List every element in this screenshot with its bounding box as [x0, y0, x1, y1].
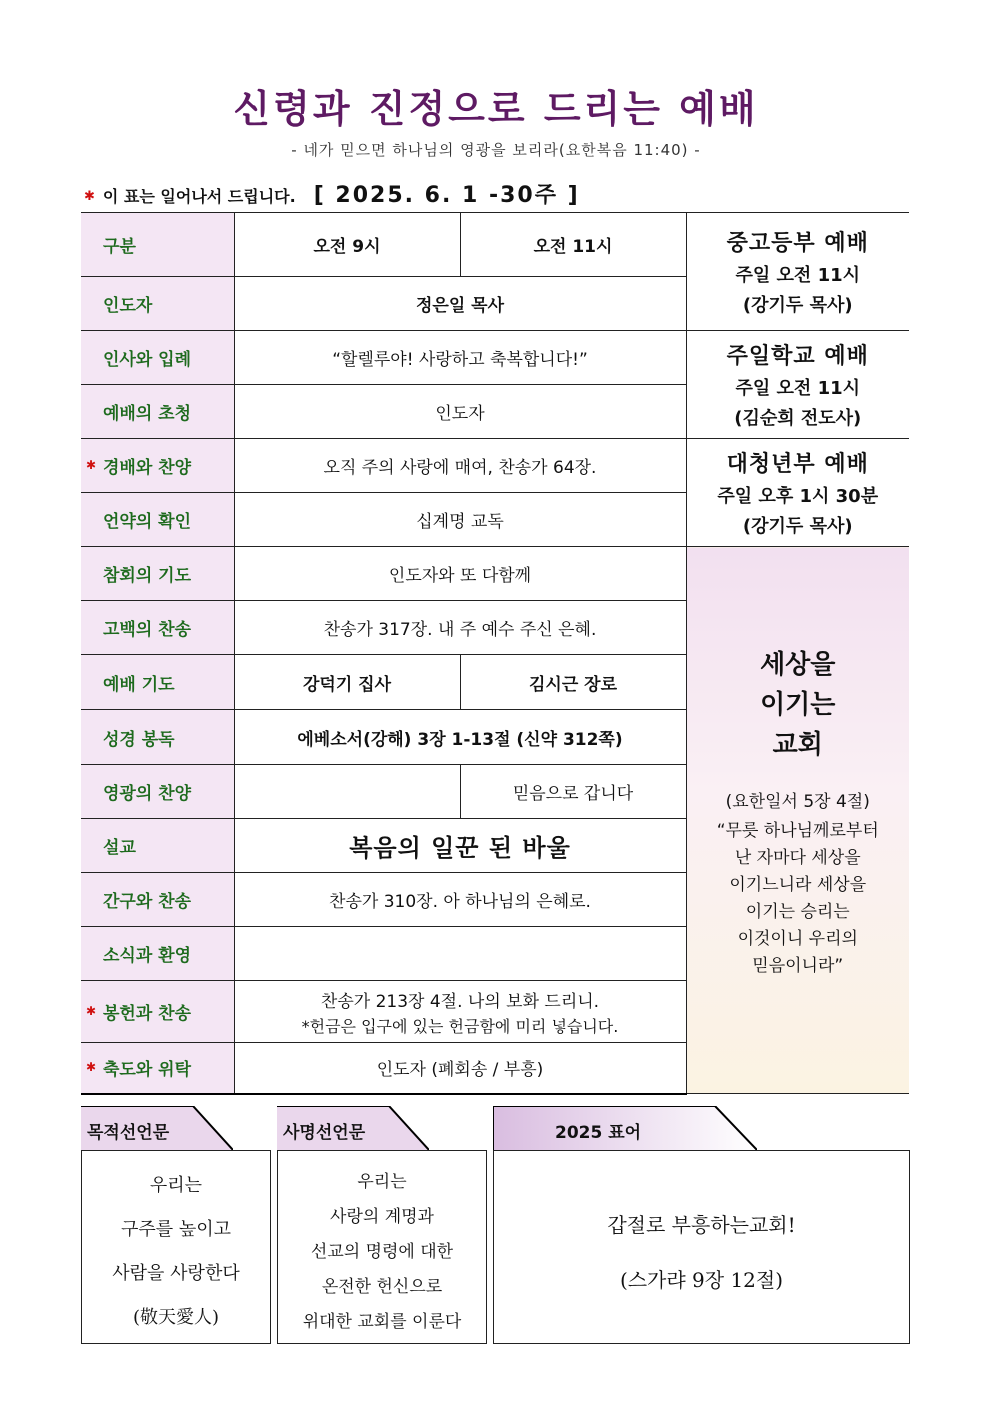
- row-label-hymn: 간구와 찬송: [81, 873, 234, 927]
- row-label-confession: 고백의 찬송: [81, 601, 234, 655]
- prayer-9: 강덕기 집사: [234, 655, 460, 710]
- label-leader: 인도자: [103, 296, 153, 316]
- theme-verse: “무릇 하나님께로부터 난 자마다 세상을 이기느니라 세상을 이기는 승리는 이것이니 우리의 믿음이니라”: [716, 821, 879, 976]
- theme-cell: [686, 547, 909, 1094]
- label-sermon: 설교: [103, 838, 136, 858]
- star-icon: ✱: [86, 1059, 97, 1074]
- purpose-tab: 목적선언문: [81, 1106, 233, 1150]
- youth-service-time: 주일 오전 11시: [735, 265, 861, 286]
- row-label-repentance: 참회의 기도: [81, 547, 234, 601]
- star-icon: ✱: [86, 457, 97, 472]
- sunday-school-time: 주일 오전 11시: [735, 378, 861, 399]
- standing-notice: [84, 178, 580, 209]
- bulletin-title: 신령과 진정으로 드리는 예배: [233, 87, 759, 131]
- covenant-value: 십계명 교독: [234, 493, 686, 547]
- row-label-benediction: ✱ 축도와 위탁: [81, 1043, 234, 1094]
- motto-tab: 2025 표어: [493, 1106, 757, 1150]
- row-label-leader: [81, 277, 234, 331]
- scripture-value: 에베소서(강해) 3장 1-13절 (신약 312쪽): [234, 710, 686, 765]
- leader-value: 정은일 목사: [234, 277, 686, 331]
- row-label-covenant: 언약의 확인: [81, 493, 234, 547]
- notice-text: 이 표는 일어나서 드립니다.: [102, 187, 296, 206]
- star-icon: ✱: [84, 189, 95, 204]
- star-icon: ✱: [86, 1003, 97, 1018]
- benediction-value: 인도자 (폐회송 / 부흥): [234, 1043, 686, 1094]
- mission-statement: 우리는 사랑의 계명과 선교의 명령에 대한 온전한 헌신으로 위대한 교회를 이룬다: [277, 1150, 487, 1344]
- sunday-school-title: 주일학교 예배: [726, 344, 869, 369]
- young-adult-leader: (강기두 목사): [742, 516, 853, 537]
- row-label-glory: 영광의 찬양: [81, 765, 234, 819]
- hymn-value: 찬송가 310장. 아 하나님의 은혜로.: [234, 873, 686, 927]
- row-label-invitation: 예배의 초청: [81, 385, 234, 439]
- row-label-section: [81, 213, 234, 277]
- glory-11: 믿음으로 갑니다: [460, 765, 686, 819]
- bulletin-subtitle: - 네가 믿으면 하나님의 영광을 보리라(요한복음 11:40) -: [291, 141, 701, 159]
- youth-service-leader: (강기두 목사): [742, 295, 853, 316]
- young-adult-cell: [686, 439, 909, 547]
- row-label-praise: ✱ 경배와 찬양: [81, 439, 234, 493]
- young-adult-time: 주일 오후 1시 30분: [717, 486, 879, 507]
- row-label-news: 소식과 환영: [81, 927, 234, 981]
- praise-value: 오직 주의 사랑에 매여, 찬송가 64장.: [234, 439, 686, 493]
- youth-service-title: 중고등부 예배: [726, 231, 869, 256]
- label-section: 구분: [103, 237, 136, 257]
- purpose-statement: 우리는 구주를 높이고 사람을 사랑한다 (敬天愛人): [81, 1150, 271, 1344]
- glory-9: [234, 765, 460, 819]
- repentance-value: 인도자와 또 다함께: [234, 547, 686, 601]
- motto-statement: 갑절로 부흥하는교회! (스가랴 9장 12절): [493, 1150, 910, 1344]
- bulletin-date: [ 2025. 6. 1 -30주 ]: [313, 183, 580, 208]
- mission-tab: 사명선언문: [277, 1106, 429, 1150]
- row-label-sermon: [81, 819, 234, 873]
- sermon-title: 복음의 일꾼 된 바울: [234, 819, 686, 873]
- young-adult-title: 대청년부 예배: [726, 452, 869, 477]
- invitation-value: 인도자: [234, 385, 686, 439]
- sunday-school-cell: [686, 331, 909, 439]
- row-label-offering: ✱ 봉헌과 찬송: [81, 981, 234, 1043]
- sunday-school-leader: (김순희 전도사): [734, 408, 862, 429]
- prayer-11: 김시근 장로: [460, 655, 686, 710]
- row-label-greeting: 인사와 입례: [81, 331, 234, 385]
- row-label-prayer: 예배 기도: [81, 655, 234, 710]
- offering-value: 찬송가 213장 4절. 나의 보화 드리니. *헌금은 입구에 있는 헌금함에 미리 넣습니다.: [234, 981, 686, 1043]
- theme-reference: (요한일서 5장 4절): [725, 792, 870, 812]
- confession-value: 찬송가 317장. 내 주 예수 주신 은혜.: [234, 601, 686, 655]
- news-value: [234, 927, 686, 981]
- theme-title: 세상을 이기는 교회: [760, 650, 836, 760]
- service-time-11: 오전 11시: [460, 213, 686, 277]
- greeting-value: “할렐루야! 사랑하고 축복합니다!”: [234, 331, 686, 385]
- row-label-scripture: 성경 봉독: [81, 710, 234, 765]
- worship-order-table: [81, 212, 909, 1095]
- service-time-9: 오전 9시: [234, 213, 460, 277]
- youth-service-cell: [686, 213, 909, 331]
